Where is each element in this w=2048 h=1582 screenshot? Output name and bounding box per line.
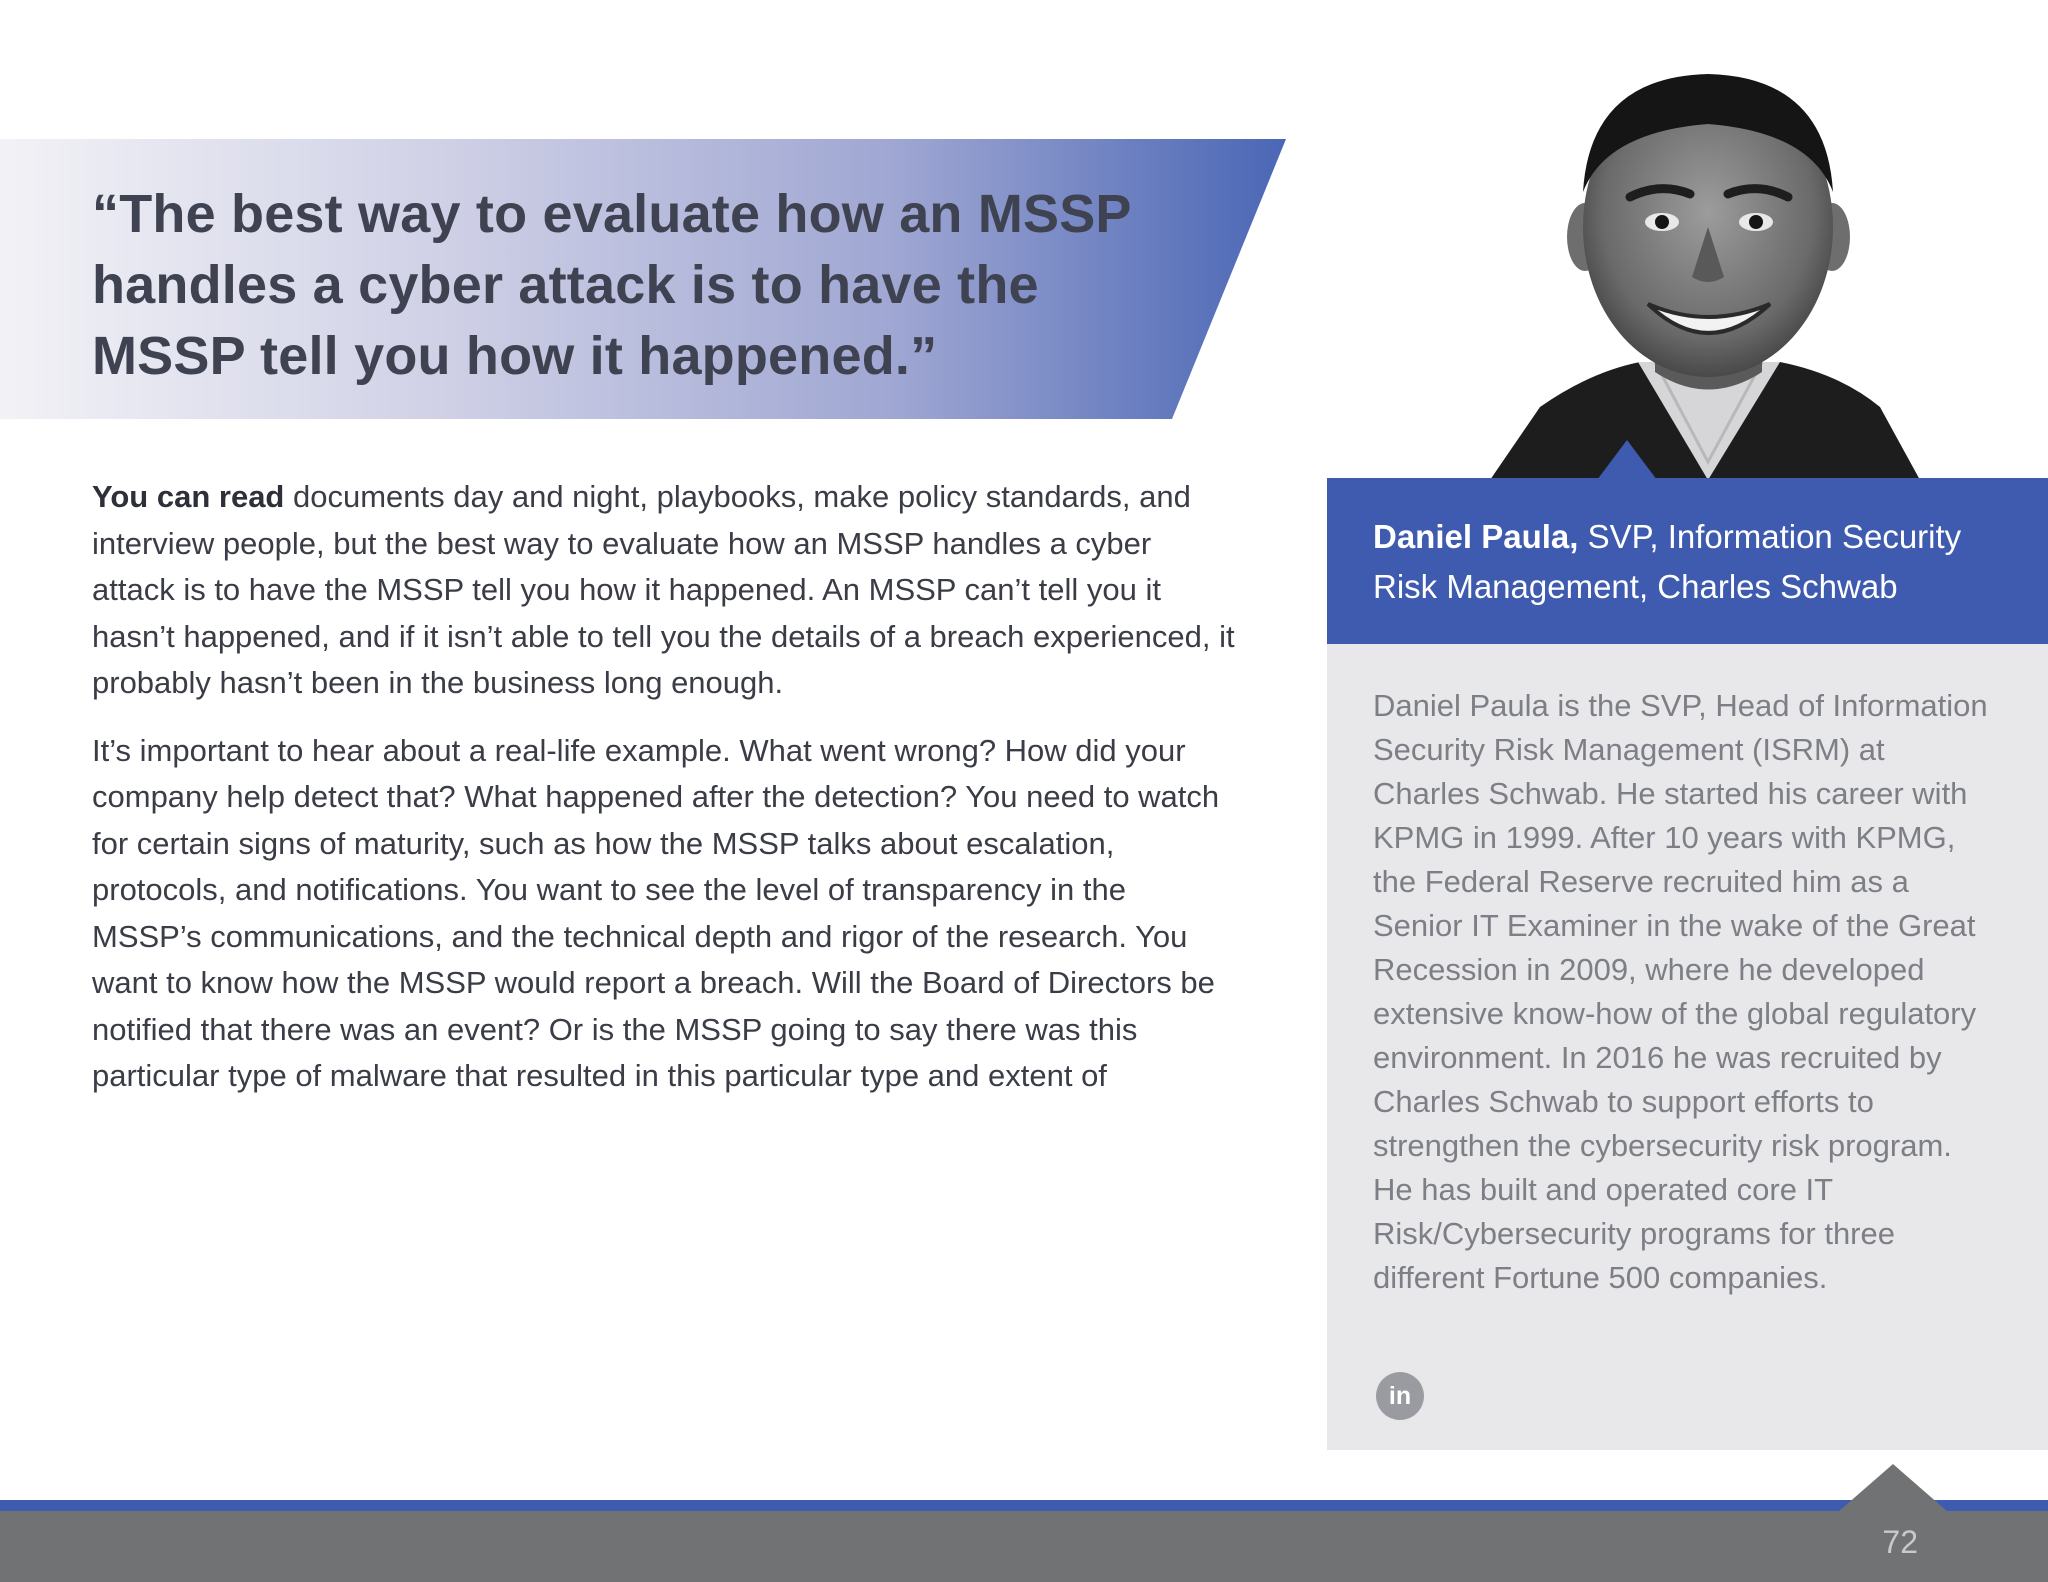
quote-banner [0, 139, 1286, 419]
profile-bio-panel [1327, 644, 2048, 1450]
body-paragraph-1 [92, 474, 1242, 707]
pull-quote: “The best way to evaluate how an MSSP handles a cyber attack is to have the MSSP tell you how it happened.” [92, 184, 1131, 386]
page-number: 72 [1882, 1524, 1918, 1560]
profile-bio: Daniel Paula is the SVP, Head of Information Security Risk Management (ISRM) at Charles Schwab. He started his career with KPMG in 1999. After 10 years with KPMG, the Federal Reserve recruited him as a Senior IT Examiner in the wake of the Great Recession in 2009, where he developed extensive know-how of the global regulatory environment. In 2016 he was recruited by Charles Schwab to support efforts to strengthen the cybersecurity risk program. He has built and operated core IT Risk/Cybersecurity programs for three different Fortune 500 companies. [1373, 688, 1988, 1295]
body-paragraph-1-text: documents day and night, playbooks, make policy standards, and interview people, but the best way to evaluate how an MSSP handles a cyber attack is to have the MSSP tell you how it happened. An MSSP can’t tell you it hasn’t happened, and if it isn’t able to tell you the details of a breach experienced, it probably hasn’t been in the business long enough. [92, 479, 1235, 700]
body-paragraph-2: It’s important to hear about a real-life example. What went wrong? How did your company help detect that? What happened after the detection? You need to watch for certain signs of maturity, such as how the MSSP talks about escalation, protocols, and notifications. You want to see the level of transparency in the MSSP’s communications, and the technical depth and rigor of the research. You want to know how the MSSP would report a breach. Will the Board of Directors be notified that there was an event? Or is the MSSP going to say there was this particular type of malware that resulted in this particular type and extent of [92, 732, 1220, 1093]
profile-header-pointer [1597, 440, 1657, 480]
profile-name: Daniel Paula, [1373, 518, 1579, 555]
profile-name-line [1373, 512, 2013, 612]
footer-bar [0, 1511, 2048, 1582]
article-body [92, 474, 1242, 1121]
footer-accent-line [0, 1500, 2048, 1511]
portrait-photo [1480, 62, 1940, 480]
profile-header [1327, 478, 2048, 644]
profile-title: SVP, Information Security Risk Management, Charles Schwab [1373, 518, 1962, 605]
footer-tab [1838, 1464, 1948, 1512]
linkedin-icon[interactable]: in [1376, 1372, 1424, 1420]
lead-in: You can read [92, 479, 285, 514]
